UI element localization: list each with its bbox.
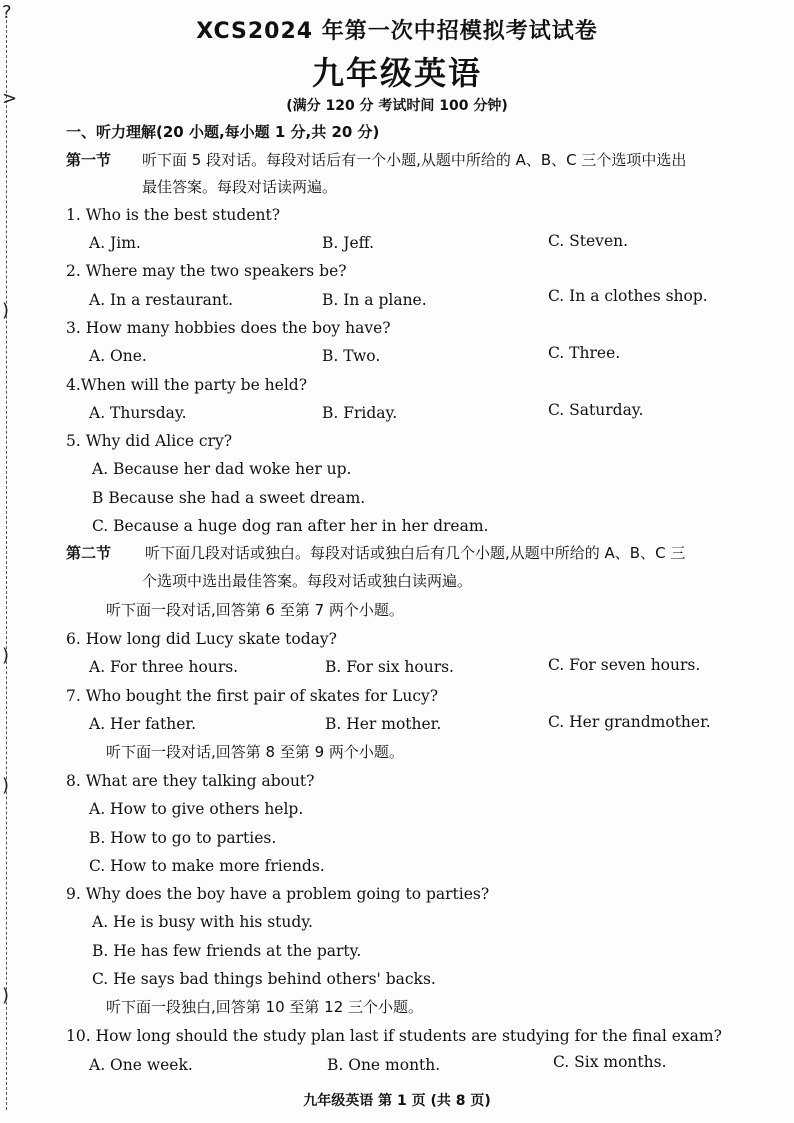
option-b: B. Friday.: [322, 404, 398, 422]
section2-label: 第二节: [66, 544, 112, 562]
listening-group-instruction: 听下面一段对话,回答第 6 至第 7 两个小题。: [106, 601, 404, 619]
listening-group-instruction: 听下面一段独白,回答第 10 至第 12 三个小题。: [106, 998, 424, 1016]
option-a: A. In a restaurant.: [89, 291, 234, 309]
exam-meta: (满分 120 分 考试时间 100 分钟): [286, 98, 508, 114]
question-stem: 6. How long did Lucy skate today?: [66, 630, 337, 648]
listening-group-instruction: 听下面一段对话,回答第 8 至第 9 两个小题。: [106, 743, 404, 761]
option-c: C. He says bad things behind others' backs.: [92, 970, 436, 988]
binding-hole-mark: >: [2, 88, 18, 109]
page-footer: 九年级英语 第 1 页 (共 8 页): [303, 1093, 491, 1109]
option-b: B. Jeff.: [322, 234, 375, 252]
question-stem: 10. How long should the study plan last if students are studying for the final exam?: [66, 1027, 722, 1045]
option-a: A. Thursday.: [89, 404, 187, 422]
section2-instruction: 听下面几段对话或独白。每段对话或独白后有几个小题,从题中所给的 A、B、C 三: [145, 544, 686, 562]
option-b: B. Her mother.: [325, 715, 442, 733]
question-stem: 2. Where may the two speakers be?: [66, 262, 347, 280]
binding-hole-mark: ): [2, 985, 10, 1006]
option-a: A. Jim.: [89, 234, 141, 252]
option-a: A. One week.: [89, 1056, 193, 1074]
option-b: B. How to go to parties.: [89, 829, 277, 847]
question-stem: 1. Who is the best student?: [66, 206, 281, 224]
binding-hole-mark: ): [2, 300, 10, 321]
question-stem: 5. Why did Alice cry?: [66, 432, 233, 450]
option-b: B. He has few friends at the party.: [92, 942, 362, 960]
section2-instruction-cont: 个选项中选出最佳答案。每段对话或独白读两遍。: [142, 572, 473, 590]
option-c: C. Six months.: [553, 1053, 667, 1071]
binding-hole-mark: ?: [2, 2, 12, 23]
section1-label: 第一节: [66, 151, 112, 169]
option-c: C. Three.: [548, 344, 621, 362]
option-c: C. How to make more friends.: [89, 857, 325, 875]
question-stem: 8. What are they talking about?: [66, 772, 315, 790]
section1-instruction: 听下面 5 段对话。每段对话后有一个小题,从题中所给的 A、B、C 三个选项中选出: [142, 151, 687, 169]
option-c: C. Steven.: [548, 232, 629, 250]
question-stem: 3. How many hobbies does the boy have?: [66, 319, 391, 337]
exam-title: XCS2024 年第一次中招模拟考试试卷: [196, 19, 598, 44]
option-c: C. In a clothes shop.: [548, 287, 708, 305]
option-b: B. Two.: [322, 347, 381, 365]
option-b: B. One month.: [327, 1056, 441, 1074]
option-b: B Because she had a sweet dream.: [92, 489, 366, 507]
question-stem: 7. Who bought the first pair of skates for Lucy?: [66, 687, 439, 705]
option-c: C. For seven hours.: [548, 656, 701, 674]
section1-instruction-cont: 最佳答案。每段对话读两遍。: [142, 178, 338, 196]
option-a: A. For three hours.: [89, 658, 239, 676]
option-a: A. Because her dad woke her up.: [92, 460, 352, 478]
option-a: A. How to give others help.: [89, 800, 304, 818]
binding-hole-mark: ): [2, 645, 10, 666]
question-stem: 9. Why does the boy have a problem going to parties?: [66, 885, 490, 903]
binding-hole-mark: ): [2, 775, 10, 796]
option-c: C. Because a huge dog ran after her in her dream.: [92, 517, 489, 535]
option-a: A. He is busy with his study.: [92, 913, 313, 931]
part1-title: 一、听力理解(20 小题,每小题 1 分,共 20 分): [66, 123, 380, 141]
question-stem: 4.When will the party be held?: [66, 376, 308, 394]
option-a: A. One.: [89, 347, 147, 365]
option-a: A. Her father.: [89, 715, 197, 733]
option-c: C. Saturday.: [548, 401, 644, 419]
option-b: B. For six hours.: [325, 658, 454, 676]
subject-title: 九年级英语: [311, 54, 482, 92]
option-c: C. Her grandmother.: [548, 713, 711, 731]
option-b: B. In a plane.: [322, 291, 427, 309]
